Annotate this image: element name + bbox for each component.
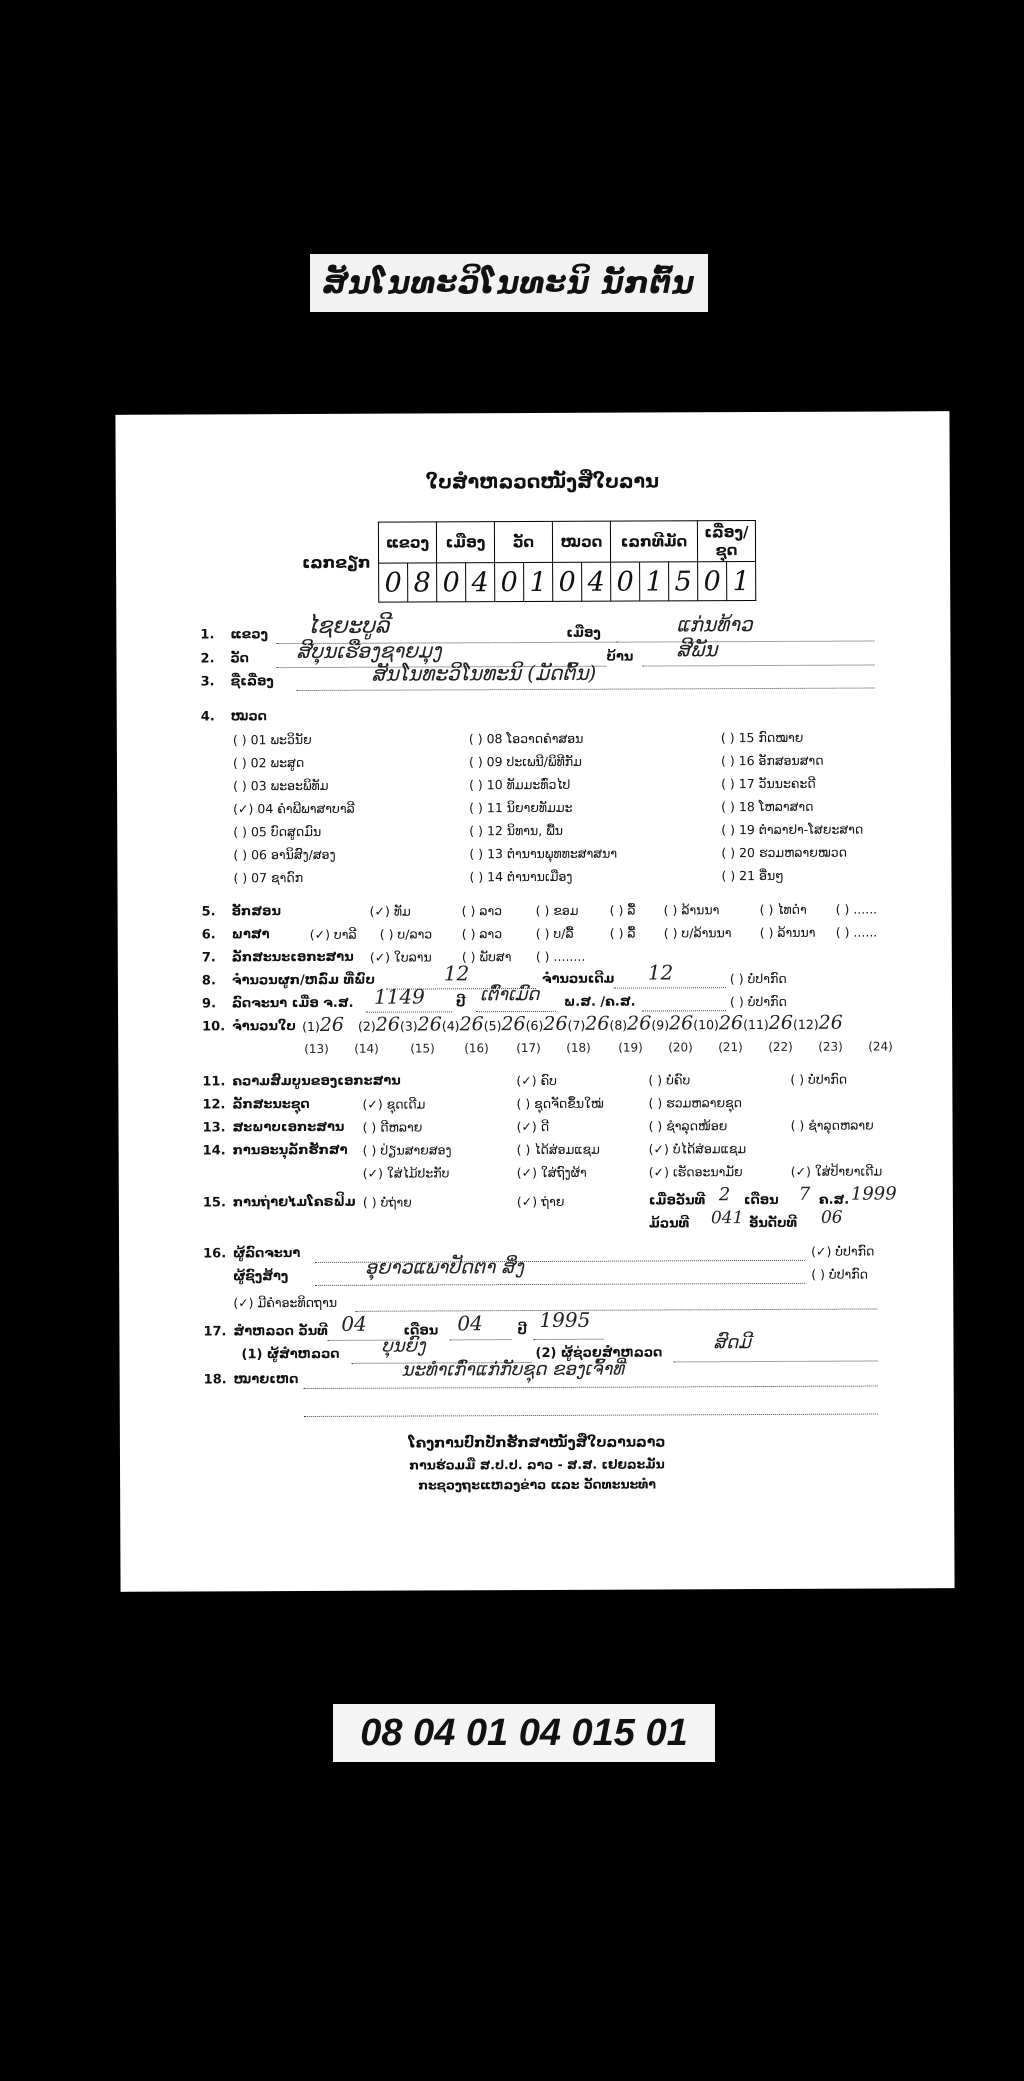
surveyor-value: ບຸນຍົງ [381,1335,426,1357]
code-digit: 0 [437,563,466,602]
row-number: 17. [203,1324,227,1340]
leaf-index: (1) [302,1018,320,1035]
conservation-label: ການອະນຸລັກຮັກສາ [232,1142,348,1159]
code-header-temple: ວັດ [494,521,552,562]
sponsor-value: ອຸຍາວແພາປັດຕາ ສິ່ງ [365,1256,524,1279]
row-number: 15. [202,1195,226,1211]
temple-value: ສີບຸນເຮືອງຊາຍມຸງ [296,638,442,664]
condition-option: ( ) ຊຳລຸດໜ້ອຍ [648,1118,728,1134]
row-number: 14. [202,1143,226,1159]
leaf-index: (12) [792,1016,819,1032]
frame-value: 06 [820,1207,843,1228]
leaf-index: (9) [651,1017,670,1033]
completeness-option: ( ) ບໍ່ຄົບ [648,1072,691,1088]
leaf-index: (2) [357,1018,376,1034]
leaf-index: (10) [693,1017,719,1033]
village-label: ບ້ານ [606,649,634,665]
category-option: ( ) 18 ໂຫລາສາດ [721,798,814,815]
leaf-index: (20) [668,1040,693,1055]
code-header-category: ໝວດ [552,521,610,562]
leaf-count-label: ຈຳນວນໃບ [232,1019,296,1035]
roll-label: ມ້ວນທີ [648,1216,690,1232]
leaf-index: (7) [567,1017,586,1033]
conservation-option: (✓) ໃສ່ຖົງຜ້າ [516,1164,587,1181]
language-option: ( ) ບ/ລ້ານນາ [663,925,732,941]
script-option: ( ) ລື້ [609,902,636,918]
district-value: ແກ່ນທ້າວ [676,612,753,637]
district-label: ເມືອງ [566,625,601,641]
row-number: 6. [201,927,216,943]
leaf-count: 26 [417,1013,442,1036]
code-digit: 4 [466,563,495,602]
film-month-value: 7 [798,1183,811,1205]
roll-value: 041 [710,1208,744,1229]
category-option: ( ) 16 ອັກສອນສາດ [720,752,824,769]
category-option: ( ) 09 ປະເພນີ/ພິທີກັມ [468,753,582,770]
row-number: 13. [202,1120,226,1136]
footer-line: ໂຄງການປົກປັກຮັກສາໜັງສືໃບລານລາວ [408,1434,666,1452]
author-label: ຜູ້ລົດຈະນາ [233,1246,301,1262]
code-digit: 1 [727,562,756,601]
page-title: ສັນໂນທະວິໂນທະນິ ນັກຕົ້ນ [310,254,708,312]
category-label: ໝວດ [230,709,267,725]
leaf-count: 26 [718,1012,744,1035]
row-number: 7. [201,950,216,966]
category-option: ( ) 21 ອື່ນໆ [721,867,784,884]
catalog-code: 08 04 01 04 015 01 [333,1704,715,1762]
animal-year-value: ເຕົ່າເມົດ [479,983,540,1006]
leaf-count: 26 [585,1012,610,1035]
code-digit: 0 [553,562,582,601]
code-digit: 0 [379,563,408,602]
leaf-index: (23) [818,1039,843,1054]
row-number: 5. [201,904,216,920]
row-number: 12. [202,1097,226,1113]
row-number: 8. [201,973,216,989]
province-value: ໄຊຍະບູລີ [306,613,390,639]
film-month-label: ເດືອນ [743,1192,779,1209]
doc-type-option: ( ) ........ [535,948,586,964]
condition-option: (✓) ດີ [516,1118,550,1135]
category-option: ( ) 10 ທັມມະທົ່ວໄປ [469,776,571,793]
script-option: ( ) ...... [835,901,878,917]
composed-label: ລົດຈະນາ ເມື່ອ ຈ.ສ. [231,995,354,1012]
leaf-count-row [302,1012,843,1036]
leaf-index: (8) [609,1017,628,1033]
category-option: ( ) 20 ຮວມຫລາຍໝວດ [721,844,848,861]
category-option: ( ) 11 ນິຍາຍທັມມະ [469,799,573,816]
code-header-bundle: ເລກທີມັດ [610,521,697,562]
script-option: (✓) ທັມ [369,903,411,919]
leaf-count: 26 [818,1011,843,1034]
leaf-count: 26 [543,1012,568,1035]
assistant-value: ສົດມີ [713,1332,751,1354]
film-day-value: 2 [718,1184,731,1206]
original-count-value: 12 [647,960,674,985]
language-option: ( ) ລາວ [461,926,503,942]
original-count-label: ຈຳນວນເດີມ [541,971,615,987]
film-date-label: ເມື່ອວັນທີ [648,1193,706,1209]
year-label: ປີ [455,995,466,1011]
code-header-district: ເມືອງ [436,522,494,563]
film-year-value: 1999 [850,1183,897,1205]
doc-type-option: ( ) ພັບສາ [461,949,512,965]
category-option: ( ) 08 ໂອວາດຄຳສອນ [468,730,584,747]
category-option: ( ) 12 ນິທານ, ພື້ນ [469,822,564,839]
category-option: ( ) 01 ພະວິນັຍ [232,731,312,748]
leaf-index: (16) [464,1041,489,1056]
leaf-count: 26 [459,1013,484,1036]
condition-label: ສະພາບເອກະສານ [232,1119,345,1136]
row-number: 16. [203,1246,227,1262]
row-number: 11. [202,1074,226,1090]
category-option: ( ) 03 ພະອະພິທັມ [233,777,329,794]
code-digit: 0 [698,562,727,601]
conservation-option: (✓) ໃສ່ໄມ້ປະກັບ [362,1165,450,1181]
leaf-count: 26 [375,1013,400,1036]
remarks-value: ນະທຳເກົ່າແກ່ກັບຊຸດ ຂອງເຈົ້າທີ່ [401,1358,625,1381]
set-type-option: ( ) ຮວມຫລາຍຊຸດ [648,1095,743,1111]
category-option: ( ) 05 ບົດສູດມົນ [233,823,322,840]
code-table [378,520,756,603]
conservation-option: (✓) ໃສ່ປ້າຍາເດີມ [790,1163,883,1179]
code-digit: 0 [495,563,524,602]
language-option: ( ) ລ້ານນາ [759,924,816,941]
leaf-count: 26 [669,1012,694,1035]
province-label: ແຂວງ [230,627,269,643]
row-number: 1. [200,627,215,643]
row-number: 3. [200,674,215,690]
survey-day-value: 04 [341,1311,367,1336]
language-option: ( ) ...... [835,924,878,940]
frame-label: ອັນດັບທີ [748,1215,798,1232]
category-option: ( ) 06 ອານິສົງ/ສອງ [233,846,336,863]
category-option: ( ) 02 ພະສູດ [232,755,305,771]
row-number: 4. [200,709,215,725]
title-label: ຊື່ເລື່ອງ [230,674,274,690]
set-type-label: ລັກສະນະຊຸດ [232,1096,310,1113]
microfilm-label: ການຖ່າຍໄມໂຄຣຟິມ [232,1194,356,1211]
author-unknown-option: (✓) ບໍ່ປາກົດ [811,1243,875,1259]
code-header-province: ແຂວງ [378,522,436,563]
language-label: ພາສາ [231,927,270,943]
count-unknown-option: ( ) ບໍ່ປາກົດ [729,970,787,987]
survey-year-label: ປີ [517,1323,527,1339]
code-digit: 1 [524,562,553,601]
row-number: 18. [203,1372,227,1388]
code-digit: 8 [408,563,437,602]
leaf-index: (18) [566,1040,591,1055]
era-label: ພ.ສ. /ຄ.ສ. [563,994,636,1010]
leaf-index: (22) [768,1039,793,1054]
assistant-label: (2) ຜູ້ຊ່ວຍສຳຫລວດ [535,1345,663,1362]
leaf-index: (3) [399,1018,418,1034]
survey-month-value: 04 [457,1311,483,1336]
category-option: ( ) 15 ກົດໝາຍ [720,729,804,746]
village-value: ສີພັນ [676,637,718,662]
fascicle-count-value: 12 [443,961,470,986]
set-type-option: ( ) ຊຸດຈັດຂຶ້ນໃໝ່ [516,1095,604,1112]
leaf-index: (15) [410,1041,435,1056]
completeness-option: (✓) ຄົບ [516,1072,558,1089]
form-title: ໃບສຳຫລວດໜັງສືໃບລານ [425,470,660,494]
leaf-count: 26 [627,1012,652,1035]
leaf-index: (24) [868,1039,893,1054]
leaf-count: 26 [501,1013,526,1036]
completeness-option: ( ) ບໍ່ປາກົດ [790,1071,848,1087]
fascicle-count-label: ຈຳນວນຜູກ/ຫລົ່ມ ທີ່ພົບ [231,972,375,989]
set-type-option: (✓) ຊຸດເດີມ [362,1096,426,1112]
code-digit: 4 [582,562,611,601]
survey-year-value: 1995 [539,1307,591,1332]
conservation-option: ( ) ໄດ້ສ່ອມແຊມ [516,1141,600,1158]
language-option: (✓) ບາລີ [309,926,357,942]
code-digit: 5 [669,562,698,601]
survey-month-label: ເດືອນ [403,1323,439,1339]
composed-year-value: 1149 [373,984,425,1009]
language-option: ( ) ລື້ [609,925,636,941]
language-option: ( ) ບ/ລາວ [379,926,433,942]
conservation-option: (✓) ບໍ່ໄດ້ສ່ອມແຊມ [648,1141,747,1157]
microfilm-option: (✓) ຖ່າຍ [516,1193,565,1210]
sponsor-unknown-option: ( ) ບໍ່ປາກົດ [811,1266,869,1282]
leaf-count: 26 [319,1013,345,1036]
code-header-set: ເລື່ອງ/ຊຸດ [697,521,755,562]
date-unknown-option: ( ) ບໍ່ປາກົດ [729,993,787,1010]
leaf-count: 26 [768,1011,794,1034]
leaf-index: (5) [483,1018,502,1034]
doc-type-option: (✓) ໃບລານ [369,949,432,965]
script-option: ( ) ລາວ [461,903,503,919]
footer-line: ກະຊວງຖະແຫລງຂ່າວ ແລະ ວັດທະນະທຳ [418,1476,657,1493]
category-option: ( ) 07 ຊາດົກ [233,870,304,886]
survey-form [115,411,954,1592]
code-label: ເລກຂຽກ [302,552,371,573]
leaf-index: (4) [441,1018,460,1034]
leaf-index: (13) [304,1041,329,1057]
film-year-label: ຄ.ສ. [818,1192,850,1208]
leaf-index: (17) [516,1040,541,1056]
conservation-option: (✓) ເຮັດອະນາມັຍ [648,1164,743,1180]
remarks-label: ໝາຍເຫດ [233,1372,299,1388]
script-option: ( ) ໄທດໍາ [759,901,807,918]
condition-option: ( ) ດີຫລາຍ [362,1119,423,1135]
row-number: 9. [201,996,217,1012]
footer-line: ການຮ່ວມມື ສ.ປ.ປ. ລາວ - ສ.ສ. ເຢຍລະມັນ [409,1456,665,1473]
category-option: ( ) 13 ຕຳນານພຸທທະສາສນາ [469,845,618,862]
leaf-index: (11) [743,1016,769,1033]
surveyor-label: (1) ຜູ້ສຳຫລວດ [241,1346,340,1363]
script-option: ( ) ຂອມ [535,902,579,918]
survey-date-label: ສຳຫລວດ ວັນທີ [233,1323,328,1340]
sponsor-label: ຜູ້ຊົງສ້າງ [233,1269,289,1285]
condition-option: ( ) ຊຳລຸດຫລາຍ [790,1117,874,1133]
leaf-index: (6) [525,1017,544,1034]
language-option: ( ) ບ/ລື້ [535,925,574,941]
row-number: 2. [200,651,215,667]
prayer-option: (✓) ມີຄໍາອະທິດຖານ [233,1294,338,1311]
leaf-index: (19) [618,1040,643,1055]
row-number: 10. [202,1019,226,1035]
microfilm-option: ( ) ບໍ່ຖ່າຍ [362,1194,412,1210]
doc-type-label: ລັກສະນະເອກະສານ [231,949,354,966]
temple-label: ວັດ [230,651,249,667]
leaf-index: (14) [354,1041,379,1056]
title-value: ສັນໂນທະວິໂນທະນິ (ມັດຕົ້ນ) [371,660,597,686]
category-option: ( ) 14 ຕຳນານເມືອງ [469,868,573,885]
category-option: ( ) 19 ຕຳລາຢາ-ໂສຍະສາດ [721,821,864,838]
leaf-index: (21) [718,1040,743,1055]
script-label: ອັກສອນ [231,904,281,920]
script-option: ( ) ລ້ານນາ [663,902,720,918]
code-digit: 0 [611,562,640,601]
code-digit: 1 [640,562,669,601]
category-option: ( ) 17 ວັນນະຄະດີ [721,775,816,792]
category-option: (✓) 04 ຄຳພີພາສາບາລີ [233,800,355,817]
completeness-label: ຄວາມສົມບູນຂອງເອກະສານ [232,1073,401,1090]
conservation-option: ( ) ປ່ຽນສາຍສອງ [362,1142,452,1158]
